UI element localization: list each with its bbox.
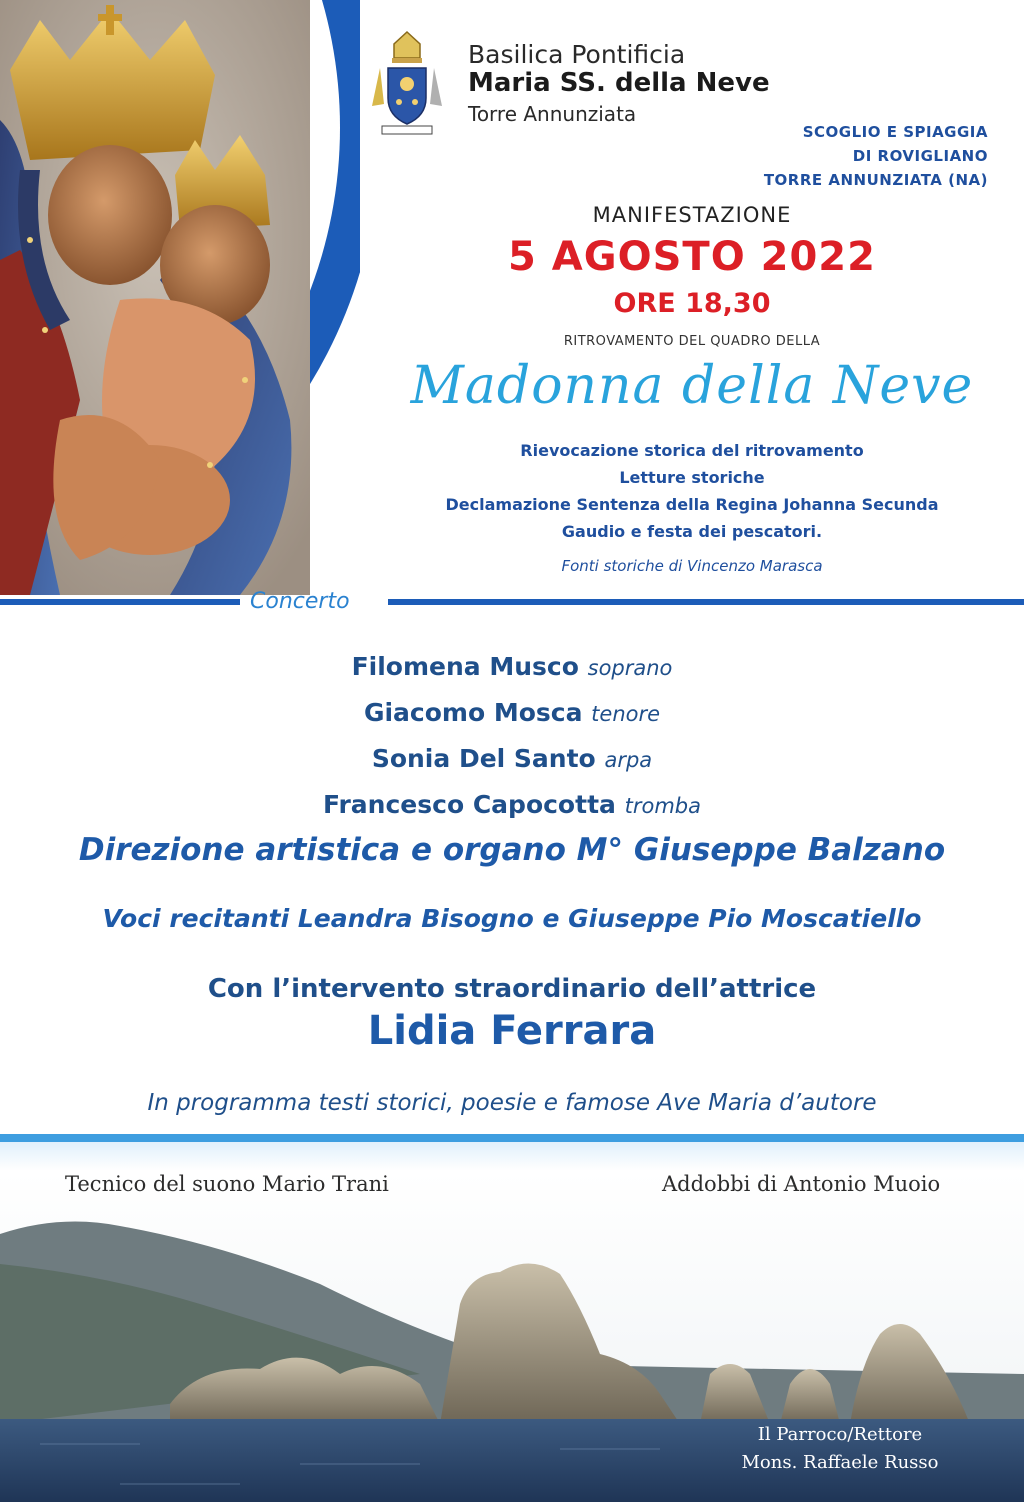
- performer-role: arpa: [604, 748, 653, 772]
- historical-sources: Fonti storiche di Vincenzo Marasca: [561, 557, 823, 575]
- location-line2: DI ROVIGLIANO: [852, 147, 988, 165]
- event-date: 5 AGOSTO 2022: [508, 234, 876, 280]
- performer-line: [0, 790, 1024, 819]
- parish-priest-name: Mons. Raffaele Russo: [741, 1452, 939, 1473]
- reciting-voices: Voci recitanti Leandra Bisogno e Giuseppe Pio Moscatiello: [102, 904, 922, 933]
- performer-line: [0, 652, 1024, 681]
- program-note: In programma testi storici, poesie e famose Ave Maria d’autore: [147, 1090, 877, 1116]
- program-item: Gaudio e festa dei pescatori.: [561, 522, 823, 541]
- parish-priest-title: Il Parroco/Rettore: [757, 1424, 923, 1445]
- decorations-credit: Addobbi di Antonio Muoio: [662, 1172, 941, 1196]
- event-title: Madonna della Neve: [410, 356, 974, 416]
- statue-image-panel: [0, 0, 360, 600]
- artistic-direction: Direzione artistica e organo M° Giuseppe Balzano: [78, 832, 946, 868]
- location-line3: TORRE ANNUNZIATA (NA): [763, 171, 988, 189]
- event-subtitle: RITROVAMENTO DEL QUADRO DELLA: [563, 334, 821, 349]
- program-item: Rievocazione storica del ritrovamento: [520, 441, 864, 460]
- performer-role: tenore: [591, 702, 661, 726]
- special-guest-intro: Con l’intervento straordinario dell’attrice: [207, 974, 817, 1004]
- location-line1: SCOGLIO E SPIAGGIA: [802, 123, 988, 141]
- concerto-heading: Concerto: [250, 589, 350, 614]
- papal-coat-of-arms-icon: [368, 28, 446, 136]
- madonna-statue-image: [0, 0, 310, 595]
- program-item: Declamazione Sentenza della Regina Johanna Secunda: [445, 495, 939, 514]
- divider-bar-left: [0, 599, 240, 605]
- program-item: Letture storiche: [619, 468, 765, 487]
- performer-name: Filomena Musco: [351, 652, 579, 681]
- basilica-title-line1: Basilica Pontificia: [468, 40, 686, 69]
- performer-line: [0, 744, 1024, 773]
- event-type: MANIFESTAZIONE: [592, 203, 792, 227]
- performer-role: soprano: [587, 656, 673, 680]
- performer-role: tromba: [624, 794, 701, 818]
- sound-technician-credit: Tecnico del suono Mario Trani: [65, 1172, 389, 1196]
- performer-line: [0, 698, 1024, 727]
- event-time: ORE 18,30: [613, 288, 771, 319]
- basilica-city: Torre Annunziata: [468, 102, 637, 126]
- performer-name: Giacomo Mosca: [363, 698, 583, 727]
- special-guest-name: Lidia Ferrara: [367, 1008, 657, 1054]
- performer-name: Francesco Capocotta: [323, 790, 616, 819]
- performer-name: Sonia Del Santo: [371, 744, 596, 773]
- divider-bar-right: [388, 599, 1024, 605]
- basilica-title-line2: Maria SS. della Neve: [468, 68, 770, 98]
